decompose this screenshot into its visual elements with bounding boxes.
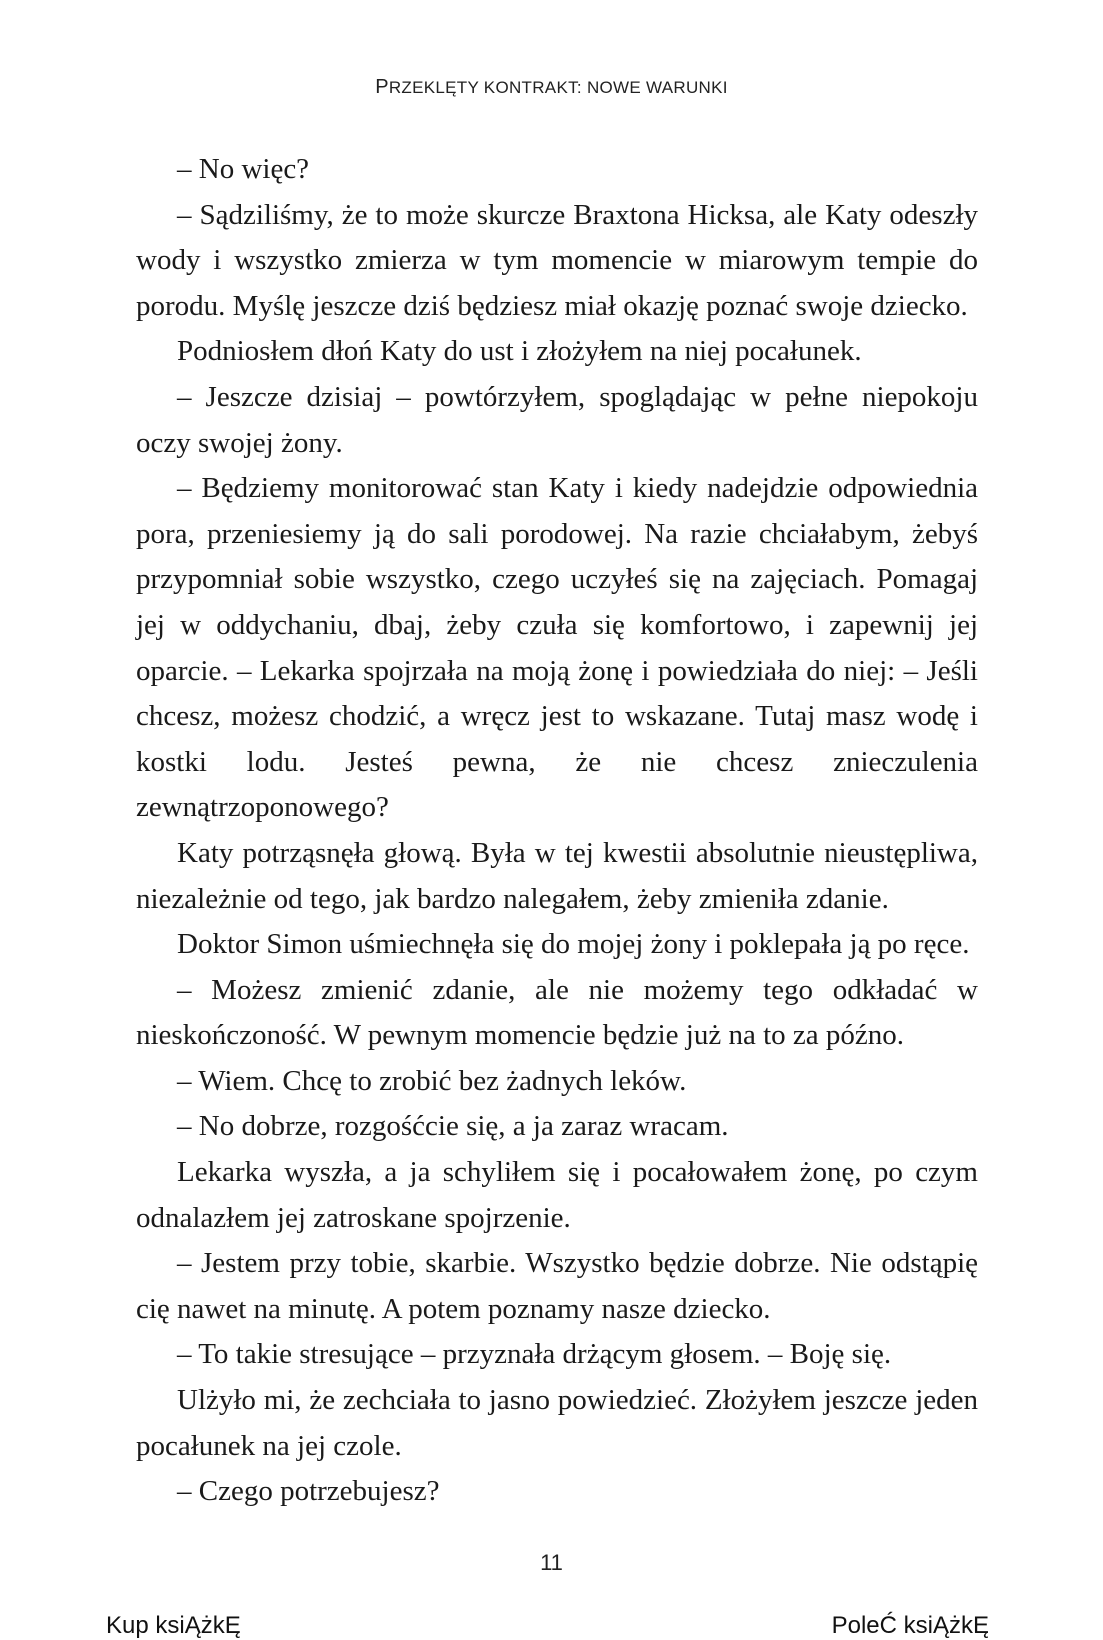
buy-book-link[interactable]: Kup ksiĄżkĘ	[106, 1612, 241, 1639]
running-head-initial: P	[375, 76, 389, 98]
paragraph: Podniosłem dłoń Katy do ust i złożyłem na niej pocałunek.	[177, 335, 862, 368]
paragraph: – Czego potrzebujesz?	[177, 1475, 440, 1508]
recommend-book-link[interactable]: PoleĆ ksiĄżkĘ	[831, 1612, 989, 1639]
body-text	[136, 147, 978, 1515]
paragraph: – To takie stresujące – przyznała drżącym głosem. – Boję się.	[177, 1338, 892, 1371]
paragraph: – Jeszcze dzisiaj – powtórzyłem, spoglądając w pełne niepokoju oczy swojej żony.	[136, 380, 978, 459]
paragraph: Doktor Simon uśmiechnęła się do mojej żony i poklepała ją po ręce.	[177, 928, 970, 961]
paragraph: Ulżyło mi, że zechciała to jasno powiedzieć. Złożyłem jeszcze jeden pocałunek na jej czole.	[136, 1384, 978, 1462]
paragraph: – Możesz zmienić zdanie, ale nie możemy tego odkładać w nieskończoność. W pewnym momencie będzie już na to za późno.	[136, 973, 978, 1052]
running-head-subtitle: NOWE WARUNKI	[586, 78, 728, 97]
paragraph: Lekarka wyszła, a ja schyliłem się i pocałowałem żonę, po czym odnalazłem jej zatroskane spojrzenie.	[136, 1156, 978, 1234]
running-head-title: RZEKLĘTY KONTRAKT	[388, 78, 577, 97]
running-head	[0, 76, 1103, 99]
paragraph: – No więc?	[177, 153, 310, 185]
paragraph: Katy potrząsnęła głową. Była w tej kwestii absolutnie nieustępliwa, niezależnie od tego, jak bardzo nalegałem, żeby zmieniła zdanie.	[136, 836, 978, 915]
paragraph: – Będziemy monitorować stan Katy i kiedy nadejdzie odpowiednia pora, przeniesiemy ją do sali porodowej. Na razie chciałabym, żebyś przypomniał sobie wszystko, czego uczyłeś się na zajęciach. Pomagaj jej w oddychaniu, dbaj, żeby czuła się komfortowo, i zapewnij jej oparcie. – Lekarka spojrzała na moją żonę i powiedziała do niej: – Jeśli chcesz, możesz chodzić, a wręcz jest to wskazane. Tutaj masz wodę i kostki lodu. Jesteś pewna, że nie chcesz znieczulenia zewnątrzoponowego?	[136, 472, 978, 824]
paragraph: – Sądziliśmy, że to może skurcze Braxtona Hicksa, ale Katy odeszły wody i wszystko zmierza w tym momencie w miarowym tempie do porodu. Myślę jeszcze dziś będziesz miał okazję poznać swoje dziecko.	[136, 198, 978, 322]
paragraph: – Jestem przy tobie, skarbie. Wszystko będzie dobrze. Nie odstąpię cię nawet na minutę. A potem poznamy nasze dziecko.	[136, 1247, 978, 1325]
paragraph: – Wiem. Chcę to zrobić bez żadnych leków.	[177, 1064, 687, 1097]
page-number: 11	[540, 1550, 563, 1575]
paragraph: – No dobrze, rozgośćcie się, a ja zaraz wracam.	[177, 1110, 729, 1143]
running-head-separator: :	[576, 78, 587, 97]
